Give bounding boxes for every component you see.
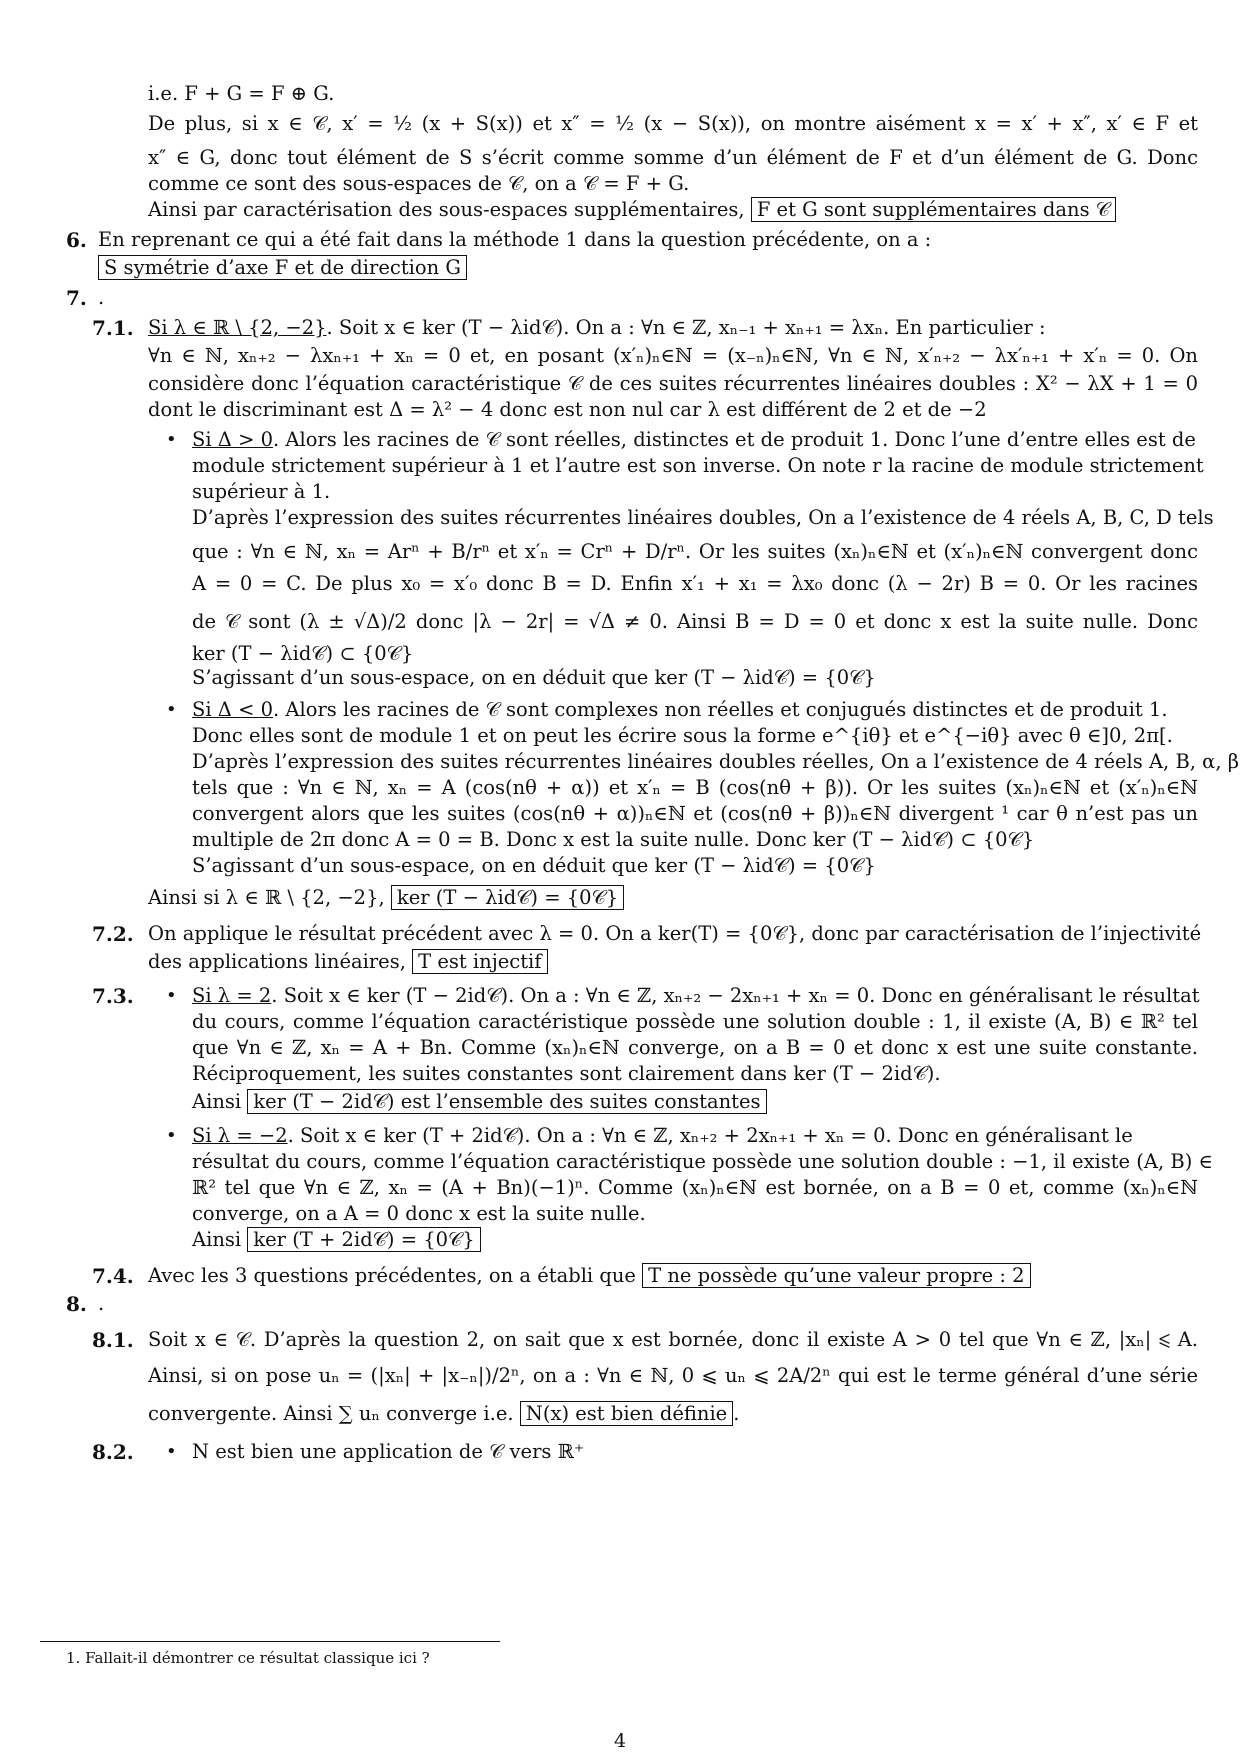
text-line: S’agissant d’un sous-espace, on en déduit que ker (T − λid𝒞) = {0𝒞} bbox=[192, 854, 876, 877]
question-number: 7.1. bbox=[92, 316, 134, 340]
question-number: 7.3. bbox=[92, 984, 134, 1008]
text-line bbox=[148, 948, 1198, 976]
text-line: De plus, si x ∈ 𝒞, x′ = ½ (x + S(x)) et x″ = ½ (x − S(x)), on montre aisément x = x′ + x″, x′ ∈ F et bbox=[148, 112, 1198, 135]
text-line bbox=[192, 1088, 1198, 1116]
text-line: ker (T − λid𝒞) ⊂ {0𝒞} bbox=[192, 642, 414, 665]
text-line: . bbox=[98, 1292, 105, 1315]
text-line: Soit x ∈ 𝒞. D’après la question 2, on sait que x est bornée, donc il existe A > 0 tel que ∀n ∈ ℤ, |xₙ| ⩽ A. bbox=[148, 1328, 1198, 1351]
text-line bbox=[192, 426, 1198, 454]
bullet: • bbox=[166, 985, 177, 1006]
text: . Soit x ∈ ker (T − 2id𝒞). On a : ∀n ∈ ℤ, xₙ₊₂ − 2xₙ₊₁ + xₙ = 0. Donc en généralisant le résultat bbox=[271, 984, 1200, 1007]
text: des applications linéaires, bbox=[148, 950, 406, 973]
text-line: tels que : ∀n ∈ ℕ, xₙ = A (cos(nθ + α)) et x′ₙ = B (cos(nθ + β)). Or les suites (xₙ)ₙ∈ℕ et (x′ₙ)ₙ∈ℕ bbox=[192, 776, 1198, 799]
text-line: S’agissant d’un sous-espace, on en déduit que ker (T − λid𝒞) = {0𝒞} bbox=[192, 666, 876, 689]
text-line: x″ ∈ G, donc tout élément de S s’écrit comme somme d’un élément de F et d’un élément de G. Donc bbox=[148, 146, 1198, 169]
footnote-rule bbox=[40, 1641, 500, 1642]
text-line: converge, on a A = 0 donc x est la suite nulle. bbox=[192, 1202, 646, 1225]
text-line: Réciproquement, les suites constantes sont clairement dans ker (T − 2id𝒞). bbox=[192, 1062, 941, 1085]
bullet: • bbox=[166, 1441, 177, 1462]
case-heading: Si Δ < 0 bbox=[192, 698, 274, 721]
text-line: du cours, comme l’équation caractéristique possède une solution double : 1, il existe (A, B) ∈ ℝ² tel bbox=[192, 1010, 1198, 1033]
text-line bbox=[148, 884, 1198, 912]
text: convergente. Ainsi ∑ uₙ converge i.e. bbox=[148, 1402, 514, 1425]
text: Ainsi par caractérisation des sous-espaces supplémentaires, bbox=[148, 198, 745, 221]
text-line bbox=[192, 982, 1198, 1010]
text-line: convergent alors que les suites (cos(nθ + α))ₙ∈ℕ et (cos(nθ + β))ₙ∈ℕ divergent ¹ car θ n’est pas un bbox=[192, 802, 1198, 825]
page-number: 4 bbox=[613, 1730, 627, 1752]
case-heading: Si Δ > 0 bbox=[192, 428, 274, 451]
text: Ainsi si λ ∈ ℝ \ {2, −2}, bbox=[148, 886, 385, 909]
text-line: que : ∀n ∈ ℕ, xₙ = Arⁿ + B/rⁿ et x′ₙ = Crⁿ + D/rⁿ. Or les suites (xₙ)ₙ∈ℕ et (x′ₙ)ₙ∈ℕ convergent donc bbox=[192, 540, 1198, 563]
text-line bbox=[192, 696, 1198, 724]
question-number: 8.1. bbox=[92, 1328, 134, 1352]
text-line: résultat du cours, comme l’équation caractéristique possède une solution double : −1, il existe (A, B) ∈ bbox=[192, 1150, 1213, 1173]
text-line bbox=[148, 1400, 1198, 1428]
text-line: Donc elles sont de module 1 et on peut les écrire sous la forme e^{iθ} et e^{−iθ} avec θ ∈]0, 2π[. bbox=[192, 724, 1173, 747]
text-line bbox=[148, 314, 1198, 342]
case-heading: Si λ = −2 bbox=[192, 1124, 288, 1147]
question-number: 7.2. bbox=[92, 922, 134, 946]
text-line: i.e. F + G = F ⊕ G. bbox=[148, 82, 335, 105]
bullet: • bbox=[166, 1125, 177, 1146]
text: . Alors les racines de 𝒞 sont complexes non réelles et conjugués distinctes et de produit 1. bbox=[273, 698, 1168, 721]
text-line: comme ce sont des sous-espaces de 𝒞, on a 𝒞 = F + G. bbox=[148, 172, 690, 195]
text-line: N est bien une application de 𝒞 vers ℝ⁺ bbox=[192, 1440, 585, 1463]
case-heading: Si λ ∈ ℝ \ {2, −2} bbox=[148, 316, 327, 339]
text-line bbox=[98, 254, 467, 282]
text-line: multiple de 2π donc A = 0 = B. Donc x est la suite nulle. Donc ker (T − λid𝒞) ⊂ {0𝒞} bbox=[192, 828, 1035, 851]
question-number: 6. bbox=[66, 228, 87, 252]
boxed-result: T est injectif bbox=[412, 949, 547, 974]
boxed-result: ker (T − 2id𝒞) est l’ensemble des suites constantes bbox=[247, 1089, 766, 1114]
bullet: • bbox=[166, 429, 177, 450]
text-line: On applique le résultat précédent avec λ = 0. On a ker(T) = {0𝒞}, donc par caractérisation de l’injectivité bbox=[148, 922, 1202, 945]
text-line bbox=[192, 1226, 1198, 1254]
footnote: 1. Fallait-il démontrer ce résultat classique ici ? bbox=[66, 1649, 430, 1667]
text-line: considère donc l’équation caractéristique 𝒞 de ces suites récurrentes linéaires doubles : X² − λX + 1 = 0 bbox=[148, 372, 1198, 395]
question-number: 7. bbox=[66, 286, 87, 310]
text-line: Ainsi, si on pose uₙ = (|xₙ| + |x₋ₙ|)/2ⁿ, on a : ∀n ∈ ℕ, 0 ⩽ uₙ ⩽ 2A/2ⁿ qui est le terme général d’une série bbox=[148, 1364, 1198, 1387]
text: Avec les 3 questions précédentes, on a établi que bbox=[148, 1264, 636, 1287]
text-line: de 𝒞 sont (λ ± √Δ)/2 donc |λ − 2r| = √Δ ≠ 0. Ainsi B = D = 0 et donc x est la suite nulle. Donc bbox=[192, 610, 1198, 633]
text-line: D’après l’expression des suites récurrentes linéaires doubles, On a l’existence de 4 réels A, B, C, D tels bbox=[192, 506, 1214, 529]
boxed-result: ker (T − λid𝒞) = {0𝒞} bbox=[391, 885, 624, 910]
bullet: • bbox=[166, 699, 177, 720]
text: . Soit x ∈ ker (T − λid𝒞). On a : ∀n ∈ ℤ, xₙ₋₁ + xₙ₊₁ = λxₙ. En particulier : bbox=[326, 316, 1046, 339]
text-line: ℝ² tel que ∀n ∈ ℤ, xₙ = (A + Bn)(−1)ⁿ. Comme (xₙ)ₙ∈ℕ est bornée, on a B = 0 et, comme (xₙ)ₙ∈ℕ bbox=[192, 1176, 1198, 1199]
text-line: supérieur à 1. bbox=[192, 480, 331, 503]
text-line: D’après l’expression des suites récurrentes linéaires doubles réelles, On a l’existence de 4 réels A, B, α, β bbox=[192, 750, 1240, 773]
text-line bbox=[192, 1122, 1198, 1150]
text-line: A = 0 = C. De plus x₀ = x′₀ donc B = D. Enfin x′₁ + x₁ = λx₀ donc (λ − 2r) B = 0. Or les racines bbox=[192, 572, 1198, 595]
boxed-result: S symétrie d’axe F et de direction G bbox=[98, 255, 467, 280]
text-line: En reprenant ce qui a été fait dans la méthode 1 dans la question précédente, on a : bbox=[98, 228, 932, 251]
text-line: que ∀n ∈ ℤ, xₙ = A + Bn. Comme (xₙ)ₙ∈ℕ converge, on a B = 0 et donc x est une suite constante. bbox=[192, 1036, 1198, 1059]
case-heading: Si λ = 2 bbox=[192, 984, 272, 1007]
text: . Alors les racines de 𝒞 sont réelles, distinctes et de produit 1. Donc l’une d’entre elles est de bbox=[273, 428, 1196, 451]
text: Ainsi bbox=[192, 1228, 242, 1251]
question-number: 8.2. bbox=[92, 1440, 134, 1464]
question-number: 7.4. bbox=[92, 1264, 134, 1288]
boxed-result: T ne possède qu’une valeur propre : 2 bbox=[642, 1263, 1030, 1288]
text-line: module strictement supérieur à 1 et l’autre est son inverse. On note r la racine de module strictement bbox=[192, 454, 1204, 477]
text-line: dont le discriminant est Δ = λ² − 4 donc est non nul car λ est différent de 2 et de −2 bbox=[148, 398, 987, 421]
text: Ainsi bbox=[192, 1090, 242, 1113]
boxed-result: ker (T + 2id𝒞) = {0𝒞} bbox=[247, 1227, 480, 1252]
question-number: 8. bbox=[66, 1292, 87, 1316]
boxed-result: F et G sont supplémentaires dans 𝒞 bbox=[751, 197, 1116, 222]
text-line bbox=[148, 1262, 1198, 1290]
text: . bbox=[733, 1402, 740, 1425]
text-line: ∀n ∈ ℕ, xₙ₊₂ − λxₙ₊₁ + xₙ = 0 et, en posant (x′ₙ)ₙ∈ℕ = (x₋ₙ)ₙ∈ℕ, ∀n ∈ ℕ, x′ₙ₊₂ − λx′ₙ₊₁ + x′ₙ = 0. On bbox=[148, 344, 1198, 367]
boxed-result: N(x) est bien définie bbox=[520, 1401, 733, 1426]
text-line bbox=[148, 196, 1198, 224]
text-line: . bbox=[98, 286, 105, 309]
text: . Soit x ∈ ker (T + 2id𝒞). On a : ∀n ∈ ℤ, xₙ₊₂ + 2xₙ₊₁ + xₙ = 0. Donc en généralisant le bbox=[287, 1124, 1133, 1147]
